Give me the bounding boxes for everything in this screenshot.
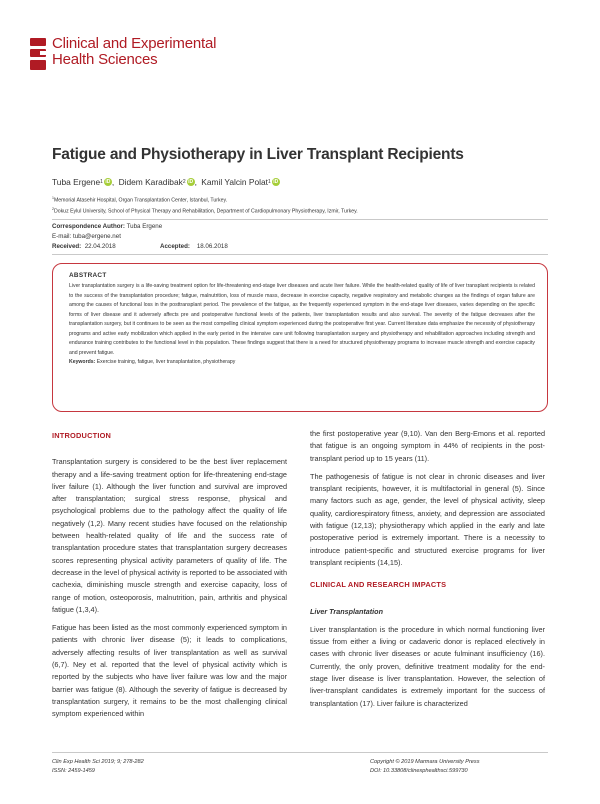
author-affil-sup: 1: [267, 179, 271, 185]
author-name: Kamil Yalcin Polat: [201, 177, 268, 187]
paragraph: The pathogenesis of fatigue is not clear in chronic diseases and liver transplant recipients, however, it is multifactorial in general (5). Since many factors such as age, gender, the level of physical activity, sleep quality, cardiorespiratory fitness, anxiety, and depression are associated with fatigue (12,13); physiotherapy which applied in the early and late postoperative period is extremely important. There is a necessity to introduce patient-specific and structured exercise programs for liver transplant recipients (14,15).: [310, 471, 545, 567]
orcid-icon[interactable]: iD: [273, 179, 279, 185]
received-date: Received: 22.04.2018: [52, 243, 116, 250]
introduction-heading: INTRODUCTION: [52, 431, 112, 440]
paragraph: the first postoperative year (9,10). Van den Berg-Emons et al. reported that fatigue is an ongoing symptom in 44% of recipients in the post-transplant period up to 15 years (11).: [310, 429, 545, 463]
abstract-text: Liver transplantation surgery is a life-saving treatment option for life-threatening end-stage liver diseases and acute liver failure. While the health-related quality of life of liver transplant recipients is related to the success of the transplantation procedure; fatigue, malnutrition, loss of muscle mass, decrease in exercise capacity, negative respiratory and metabolic changes as the findings of organ failure are among the causes of functional loss in the posttransplant period. The prevalence of the fatigue, as the frequently experienced symptom in the end-stage liver diseases, varies depending on the specific forms of liver disease and it adversely affects pre and postoperative functional levels of the patients, liver transplantation results and also survival. The severity of the fatigue decreases after the transplantation surgery, but it continues to be seen as the most compelling clinical symptom experienced during the postoperative first year. Current literature data emphasize the necessity of physiotherapy programs and active early mobilization which applied in the early period in the intensive care unit following transplantation surgery and physiotherapy and rehabilitation approaches including strength and endurance training contributes to the functional level in this population. These findings suggest that there is a need for structured physiotherapy programs to increase muscle strength and exercise capacity and prevent fatigue.: [69, 283, 535, 356]
paragraph: Transplantation surgery is considered to be the best liver replacement therapy and a life-saving treatment option for life-threatening end-stage liver failure (1). Although the liver function and survival are improved after transplantation; surgical stress response, physical and psychological problems due to the pathology affect the quality of life negatively (1,2). Many recent studies have focused on the relationship between health-related quality of life and the success rate of transplantation procedure states that transplantation surgery decreases scores representing physical activity parameters of quality of life. The decrease in the level of physical activity is reported to be associated with cachexia, diminishing muscle strength and exercise capacity, loss of range of motion, osteoporosis, malnutrition, pain, arthritis and physical fatigue (1,3,4).: [52, 457, 287, 614]
author-affil-sup: 1: [100, 179, 103, 185]
author-2: [119, 177, 195, 187]
divider: [52, 219, 548, 220]
journal-name-line2: Health Sciences: [52, 51, 158, 68]
abstract-box: [52, 263, 548, 412]
divider: [52, 254, 548, 255]
impacts-heading: CLINICAL AND RESEARCH IMPACTS: [310, 580, 447, 590]
author-affil-sup: 2: [182, 179, 186, 185]
accepted-date: Accepted: 18.06.2018: [160, 243, 228, 250]
journal-header: [30, 36, 216, 76]
footer-left: [52, 758, 144, 776]
copyright: Copyright © 2019 Marmara University Press: [370, 759, 480, 765]
journal-name-line1: Clinical and Experimental: [52, 35, 217, 52]
doi-link[interactable]: DOI: 10.33808/clinexphealthsci.599730: [370, 768, 468, 774]
email: E-mail: tuba@ergene.net: [52, 233, 121, 240]
citation: Clin Exp Health Sci 2019; 9; 278-282: [52, 759, 144, 765]
abstract-heading: ABSTRACT: [69, 272, 107, 279]
affiliation-1: $^1$Memorial Atasehir Hospital, Organ Transplantation Center, Istanbul, Turkey.: [52, 196, 228, 204]
affiliation-2: $^2$Dokuz Eylul University, School of Physical Therapy and Rehabilitation, Department of Cardiopulmonary Physiotherapy, Izmir, Turkey.: [52, 207, 358, 215]
keywords: Keywords: Exercise training, fatigue, liver transplantation, physiotherapy: [69, 359, 236, 365]
journal-logo-icon: [30, 36, 46, 76]
orcid-icon[interactable]: iD: [105, 179, 111, 185]
footer-divider: [52, 752, 548, 753]
orcid-icon[interactable]: iD: [188, 179, 194, 185]
left-column: [52, 428, 287, 727]
author-name: Tuba Ergene: [52, 177, 101, 187]
author-1: [52, 177, 112, 187]
email-link[interactable]: tuba@ergene.net: [73, 233, 121, 240]
issn: ISSN: 2459-1459: [52, 768, 95, 774]
journal-name: [52, 36, 216, 68]
paragraph: Fatigue has been listed as the most commonly experienced symptom in patients with chronic liver disease (5); it leads to complications, adversely affecting results of liver transplantation as well as survival (6,7). Ney et al. reported that the level of physical activity which is reported by the subjects who have liver failure was low and the major barrier was fatigue (8). Although the severity of fatigue is decreased by transplantation surgery, it remains to be the most challenging clinical symptom experienced within: [52, 623, 287, 719]
author-list: Tuba Ergene 1 iD , Didem Karadibak 2 iD , Kamil Yalcin Polat 1 iD: [52, 177, 279, 187]
correspondence: Correspondence Author: Tuba Ergene: [52, 223, 163, 230]
footer-right: [370, 758, 480, 776]
author-name: Didem Karadibak: [118, 177, 183, 187]
subsection-heading: Liver Transplantation: [310, 606, 383, 616]
paragraph: Liver transplantation is the procedure in which normal functioning liver tissue from either a living or cadaveric donor is replaced electively in cases with chronic liver diseases or acute fulminant insufficiency (16). Currently, the only proven, definitive treatment modality for the end-stage liver disease is liver transplantation. However, the selection of liver-transplant candidates is extremely important for the success of transplantation (17). Liver failure is characterized: [310, 624, 545, 708]
article-title: Fatigue and Physiotherapy in Liver Transplant Recipients: [52, 146, 464, 163]
author-3: [201, 177, 280, 187]
right-column: [310, 428, 545, 716]
